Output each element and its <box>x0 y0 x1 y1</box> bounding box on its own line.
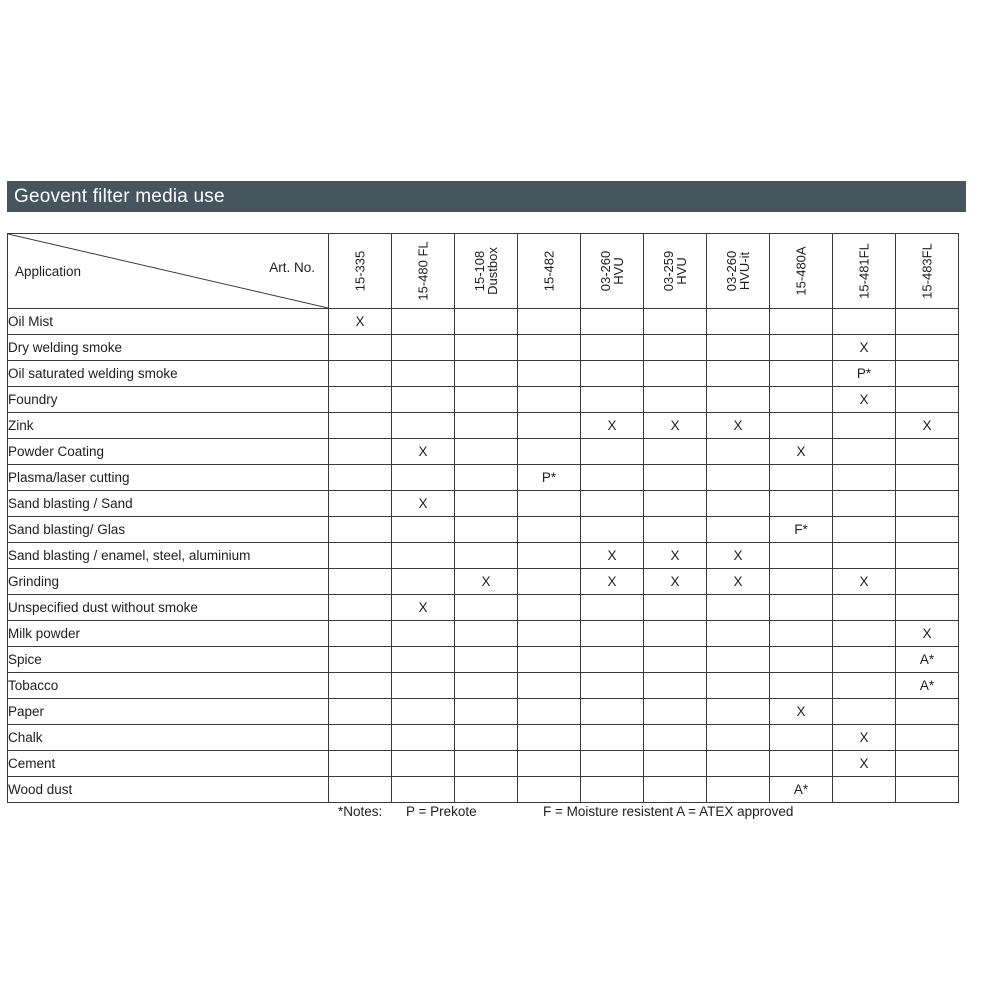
compatibility-cell <box>707 751 770 777</box>
compatibility-cell <box>455 387 518 413</box>
compatibility-cell <box>644 361 707 387</box>
compatibility-cell <box>518 569 581 595</box>
compatibility-cell <box>581 751 644 777</box>
compatibility-cell <box>455 647 518 673</box>
application-cell: Oil Mist <box>8 309 329 335</box>
table-row <box>8 543 959 569</box>
compatibility-cell <box>707 647 770 673</box>
application-cell: Cement <box>8 751 329 777</box>
compatibility-cell <box>707 621 770 647</box>
compatibility-cell <box>896 543 959 569</box>
compatibility-cell <box>581 725 644 751</box>
compatibility-cell <box>455 361 518 387</box>
compatibility-cell <box>833 543 896 569</box>
column-header <box>833 234 896 309</box>
compatibility-cell <box>329 465 392 491</box>
compatibility-cell <box>392 413 455 439</box>
table-row <box>8 335 959 361</box>
application-cell: Powder Coating <box>8 439 329 465</box>
compatibility-cell <box>833 465 896 491</box>
notes-label: *Notes: <box>338 804 383 819</box>
compatibility-cell <box>518 361 581 387</box>
compatibility-cell <box>581 309 644 335</box>
compatibility-cell <box>581 335 644 361</box>
compatibility-cell <box>518 439 581 465</box>
article-number: 15-482 <box>541 250 557 292</box>
application-cell: Tobacco <box>8 673 329 699</box>
compatibility-cell <box>392 517 455 543</box>
column-header-label <box>599 251 625 291</box>
compatibility-cell <box>833 517 896 543</box>
compatibility-cell: A* <box>896 647 959 673</box>
compatibility-cell <box>770 413 833 439</box>
compatibility-cell <box>455 725 518 751</box>
compatibility-cell <box>329 595 392 621</box>
column-header-label <box>662 251 688 291</box>
compatibility-cell <box>581 439 644 465</box>
compatibility-cell <box>644 647 707 673</box>
compatibility-cell: X <box>833 751 896 777</box>
compatibility-cell: X <box>770 699 833 725</box>
compatibility-cell <box>518 647 581 673</box>
compatibility-cell <box>392 387 455 413</box>
compatibility-cell <box>581 595 644 621</box>
compatibility-cell <box>518 777 581 803</box>
compatibility-cell <box>644 595 707 621</box>
compatibility-cell <box>644 751 707 777</box>
compatibility-cell <box>644 335 707 361</box>
column-header <box>644 234 707 309</box>
compatibility-cell <box>455 309 518 335</box>
compatibility-cell: X <box>581 413 644 439</box>
column-header-label <box>725 251 751 291</box>
compatibility-cell <box>581 387 644 413</box>
compatibility-cell <box>455 777 518 803</box>
compatibility-cell: X <box>707 543 770 569</box>
compatibility-cell <box>770 621 833 647</box>
compatibility-cell <box>329 569 392 595</box>
compatibility-cell <box>455 517 518 543</box>
compatibility-cell <box>707 517 770 543</box>
note-moisture-atex: F = Moisture resistent A = ATEX approved <box>543 804 794 819</box>
compatibility-cell <box>770 673 833 699</box>
compatibility-cell <box>392 751 455 777</box>
compatibility-cell <box>707 465 770 491</box>
table-row <box>8 725 959 751</box>
header-corner-cell <box>8 234 329 309</box>
article-variant: HVU <box>674 257 689 285</box>
compatibility-cell <box>707 725 770 751</box>
compatibility-cell <box>518 621 581 647</box>
compatibility-cell <box>392 647 455 673</box>
compatibility-cell <box>896 361 959 387</box>
compatibility-cell <box>770 543 833 569</box>
application-cell: Chalk <box>8 725 329 751</box>
compatibility-cell: X <box>833 569 896 595</box>
compatibility-cell <box>644 673 707 699</box>
column-header-label <box>417 241 430 300</box>
compatibility-cell <box>518 517 581 543</box>
compatibility-cell <box>329 335 392 361</box>
table-row <box>8 413 959 439</box>
compatibility-cell <box>518 335 581 361</box>
article-variant: HVU <box>611 257 626 285</box>
column-header <box>581 234 644 309</box>
compatibility-cell <box>518 751 581 777</box>
compatibility-cell <box>581 621 644 647</box>
compatibility-cell <box>455 413 518 439</box>
compatibility-cell <box>644 439 707 465</box>
compatibility-cell <box>392 543 455 569</box>
table-row <box>8 751 959 777</box>
compatibility-cell <box>707 595 770 621</box>
compatibility-cell <box>518 543 581 569</box>
compatibility-cell <box>770 595 833 621</box>
compatibility-cell <box>392 621 455 647</box>
compatibility-cell <box>392 361 455 387</box>
compatibility-cell <box>329 413 392 439</box>
compatibility-cell: X <box>644 543 707 569</box>
table-row <box>8 517 959 543</box>
compatibility-cell: X <box>770 439 833 465</box>
table-row <box>8 595 959 621</box>
compatibility-cell: X <box>707 569 770 595</box>
compatibility-cell <box>329 361 392 387</box>
compatibility-cell <box>581 699 644 725</box>
compatibility-cell <box>329 725 392 751</box>
compatibility-cell <box>896 465 959 491</box>
compatibility-cell <box>770 491 833 517</box>
compatibility-cell <box>392 309 455 335</box>
compatibility-cell <box>896 725 959 751</box>
compatibility-cell: F* <box>770 517 833 543</box>
compatibility-cell <box>581 491 644 517</box>
compatibility-cell <box>644 725 707 751</box>
compatibility-cell <box>455 543 518 569</box>
application-cell: Plasma/laser cutting <box>8 465 329 491</box>
column-header <box>896 234 959 309</box>
application-cell: Foundry <box>8 387 329 413</box>
column-header-label <box>354 251 367 291</box>
column-header-label <box>543 251 556 291</box>
compatibility-cell <box>518 413 581 439</box>
table-row <box>8 647 959 673</box>
compatibility-cell <box>329 439 392 465</box>
table-row <box>8 673 959 699</box>
compatibility-cell <box>581 673 644 699</box>
column-header-label <box>921 243 934 299</box>
column-header <box>770 234 833 309</box>
compatibility-cell <box>518 595 581 621</box>
compatibility-cell <box>644 465 707 491</box>
application-header-label: Application <box>15 264 82 279</box>
compatibility-cell <box>518 491 581 517</box>
compatibility-cell <box>392 673 455 699</box>
article-number: 15-108 <box>472 250 487 292</box>
application-cell: Paper <box>8 699 329 725</box>
table-row <box>8 491 959 517</box>
compatibility-cell <box>707 439 770 465</box>
compatibility-cell: X <box>833 335 896 361</box>
compatibility-cell <box>518 309 581 335</box>
compatibility-cell <box>392 725 455 751</box>
compatibility-cell <box>455 699 518 725</box>
compatibility-cell: X <box>329 309 392 335</box>
compatibility-cell <box>392 569 455 595</box>
compatibility-cell <box>896 517 959 543</box>
table-row <box>8 361 959 387</box>
compatibility-cell: A* <box>896 673 959 699</box>
compatibility-cell <box>392 335 455 361</box>
compatibility-cell <box>770 387 833 413</box>
compatibility-cell <box>896 387 959 413</box>
article-number: 03-259 <box>661 250 676 292</box>
compatibility-cell: X <box>392 491 455 517</box>
table-row <box>8 387 959 413</box>
compatibility-cell <box>770 335 833 361</box>
note-prekote: P = Prekote <box>406 804 477 819</box>
compatibility-cell <box>644 309 707 335</box>
compatibility-cell <box>455 595 518 621</box>
application-cell: Unspecified dust without smoke <box>8 595 329 621</box>
compatibility-cell <box>896 491 959 517</box>
compatibility-cell <box>707 309 770 335</box>
compatibility-cell <box>896 309 959 335</box>
application-cell: Sand blasting/ Glas <box>8 517 329 543</box>
compatibility-cell: X <box>896 621 959 647</box>
compatibility-cell <box>518 673 581 699</box>
compatibility-cell: X <box>581 569 644 595</box>
column-header <box>518 234 581 309</box>
compatibility-cell <box>644 777 707 803</box>
compatibility-cell <box>707 777 770 803</box>
table-row <box>8 569 959 595</box>
compatibility-cell <box>644 621 707 647</box>
compatibility-cell <box>707 699 770 725</box>
compatibility-cell: X <box>707 413 770 439</box>
compatibility-cell <box>770 361 833 387</box>
article-number: 15-481FL <box>856 243 872 299</box>
compatibility-cell <box>518 725 581 751</box>
compatibility-cell <box>833 777 896 803</box>
compatibility-cell <box>707 335 770 361</box>
compatibility-cell <box>329 751 392 777</box>
column-header-label <box>858 243 871 299</box>
compatibility-cell <box>581 361 644 387</box>
header-row <box>8 234 959 309</box>
application-cell: Wood dust <box>8 777 329 803</box>
compatibility-cell <box>455 491 518 517</box>
compatibility-cell: X <box>833 725 896 751</box>
compatibility-cell <box>455 621 518 647</box>
compatibility-cell <box>455 465 518 491</box>
compatibility-cell <box>896 699 959 725</box>
compatibility-cell <box>329 621 392 647</box>
application-cell: Sand blasting / enamel, steel, aluminium <box>8 543 329 569</box>
compatibility-cell <box>455 751 518 777</box>
application-cell: Oil saturated welding smoke <box>8 361 329 387</box>
artno-header-label: Art. No. <box>269 260 315 275</box>
article-variant: Dustbox <box>485 247 500 295</box>
compatibility-cell <box>833 309 896 335</box>
compatibility-cell: X <box>392 595 455 621</box>
compatibility-cell <box>329 699 392 725</box>
compatibility-cell <box>581 777 644 803</box>
compatibility-cell <box>581 647 644 673</box>
compatibility-cell <box>392 465 455 491</box>
compatibility-cell <box>392 777 455 803</box>
compatibility-cell <box>707 491 770 517</box>
compatibility-cell: X <box>896 413 959 439</box>
compatibility-cell <box>455 439 518 465</box>
compatibility-cell <box>707 361 770 387</box>
table-row <box>8 699 959 725</box>
compatibility-cell <box>329 491 392 517</box>
compatibility-cell <box>581 465 644 491</box>
compatibility-cell <box>833 439 896 465</box>
compatibility-cell <box>518 699 581 725</box>
compatibility-cell <box>770 751 833 777</box>
compatibility-cell <box>770 647 833 673</box>
compatibility-cell <box>392 699 455 725</box>
application-cell: Dry welding smoke <box>8 335 329 361</box>
compatibility-cell <box>896 569 959 595</box>
compatibility-cell <box>329 517 392 543</box>
compatibility-cell <box>644 491 707 517</box>
compatibility-cell <box>329 543 392 569</box>
application-cell: Grinding <box>8 569 329 595</box>
table-row <box>8 777 959 803</box>
compatibility-cell <box>518 387 581 413</box>
compatibility-cell <box>644 387 707 413</box>
compatibility-cell: P* <box>833 361 896 387</box>
article-number: 15-483FL <box>919 243 935 299</box>
article-number: 15-335 <box>352 250 368 292</box>
article-variant: HVU-it <box>737 251 752 291</box>
compatibility-cell <box>833 413 896 439</box>
column-header <box>329 234 392 309</box>
compatibility-cell <box>833 673 896 699</box>
compatibility-cell <box>707 387 770 413</box>
compatibility-cell: X <box>833 387 896 413</box>
column-header-label <box>795 246 808 295</box>
compatibility-cell <box>770 725 833 751</box>
compatibility-cell: P* <box>518 465 581 491</box>
compatibility-cell <box>770 569 833 595</box>
compatibility-cell <box>329 387 392 413</box>
table-row <box>8 439 959 465</box>
filter-media-table <box>7 233 959 803</box>
column-header <box>455 234 518 309</box>
table-body <box>8 309 959 803</box>
compatibility-cell: X <box>455 569 518 595</box>
compatibility-cell <box>896 335 959 361</box>
compatibility-cell <box>770 309 833 335</box>
page-title: Geovent filter media use <box>7 181 966 212</box>
article-number: 03-260 <box>724 250 739 292</box>
compatibility-cell <box>581 517 644 543</box>
compatibility-cell <box>329 673 392 699</box>
article-number: 03-260 <box>598 250 613 292</box>
article-number: 15-480 FL <box>415 241 431 301</box>
compatibility-cell: X <box>392 439 455 465</box>
compatibility-cell <box>644 699 707 725</box>
compatibility-cell: A* <box>770 777 833 803</box>
application-cell: Zink <box>8 413 329 439</box>
application-cell: Milk powder <box>8 621 329 647</box>
compatibility-cell: X <box>644 569 707 595</box>
compatibility-cell <box>329 777 392 803</box>
compatibility-cell <box>833 491 896 517</box>
compatibility-cell <box>707 673 770 699</box>
column-header <box>707 234 770 309</box>
compatibility-cell <box>833 595 896 621</box>
article-number: 15-480A <box>793 246 809 296</box>
application-cell: Sand blasting / Sand <box>8 491 329 517</box>
column-header <box>392 234 455 309</box>
compatibility-cell <box>833 647 896 673</box>
table-row <box>8 465 959 491</box>
compatibility-cell <box>896 595 959 621</box>
compatibility-cell <box>329 647 392 673</box>
compatibility-cell: X <box>644 413 707 439</box>
application-cell: Spice <box>8 647 329 673</box>
compatibility-cell <box>896 751 959 777</box>
compatibility-cell <box>455 335 518 361</box>
compatibility-cell <box>770 465 833 491</box>
compatibility-cell <box>455 673 518 699</box>
compatibility-cell <box>644 517 707 543</box>
table-row <box>8 309 959 335</box>
compatibility-cell: X <box>581 543 644 569</box>
table-row <box>8 621 959 647</box>
compatibility-cell <box>833 621 896 647</box>
compatibility-cell <box>833 699 896 725</box>
compatibility-cell <box>896 439 959 465</box>
compatibility-cell <box>896 777 959 803</box>
column-header-label <box>473 247 499 295</box>
